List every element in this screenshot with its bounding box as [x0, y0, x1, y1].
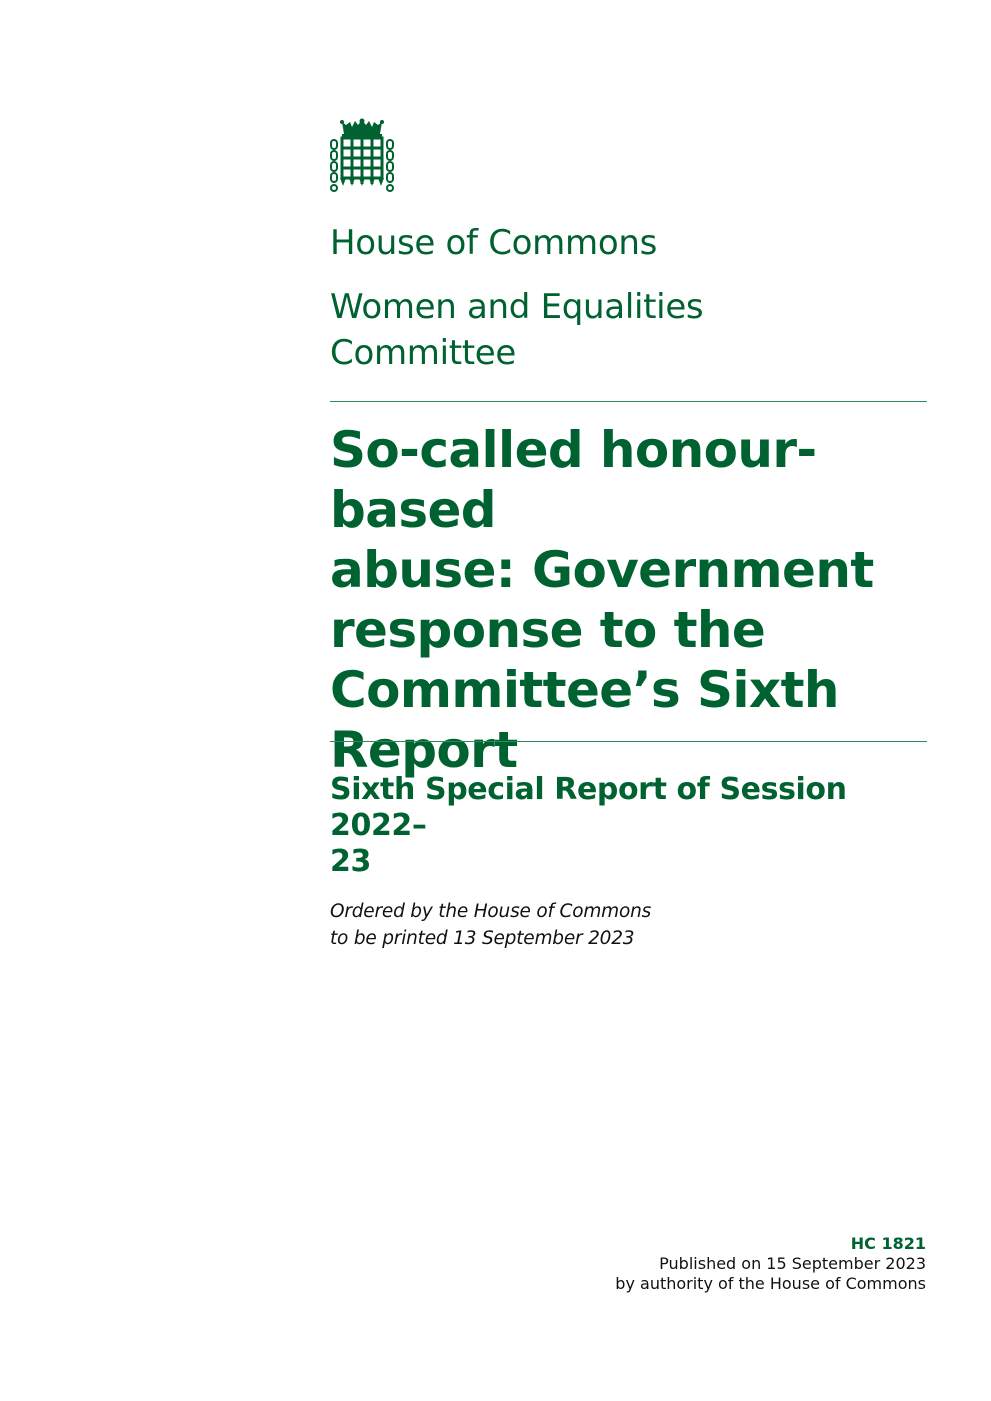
committee-name [330, 284, 890, 376]
divider-top [330, 401, 927, 402]
subtitle-line: 23 [330, 844, 371, 879]
portcullis-crown-icon [330, 118, 394, 196]
subtitle-line: Sixth Special Report of Session 2022– [330, 772, 847, 843]
title-line: Committee’s Sixth [330, 661, 839, 719]
title-line: response to the [330, 601, 766, 659]
ordered-note [330, 898, 651, 952]
publication-footer [615, 1234, 926, 1294]
ordered-line: Ordered by the House of Commons [330, 901, 652, 922]
committee-line: Women and Equalities [330, 287, 704, 327]
hc-number: HC 1821 [850, 1234, 926, 1253]
report-title [330, 420, 930, 780]
authority-note: by authority of the House of Commons [615, 1274, 926, 1293]
report-subtitle [330, 772, 930, 880]
title-line: Report [330, 721, 518, 779]
committee-line: Committee [330, 333, 517, 373]
ordered-line: to be printed 13 September 2023 [330, 928, 635, 949]
published-date: Published on 15 September 2023 [659, 1254, 926, 1273]
title-line: abuse: Government [330, 541, 874, 599]
divider-bottom [330, 741, 927, 742]
title-line: So-called honour-based [330, 421, 817, 539]
organization-name: House of Commons [330, 223, 657, 263]
